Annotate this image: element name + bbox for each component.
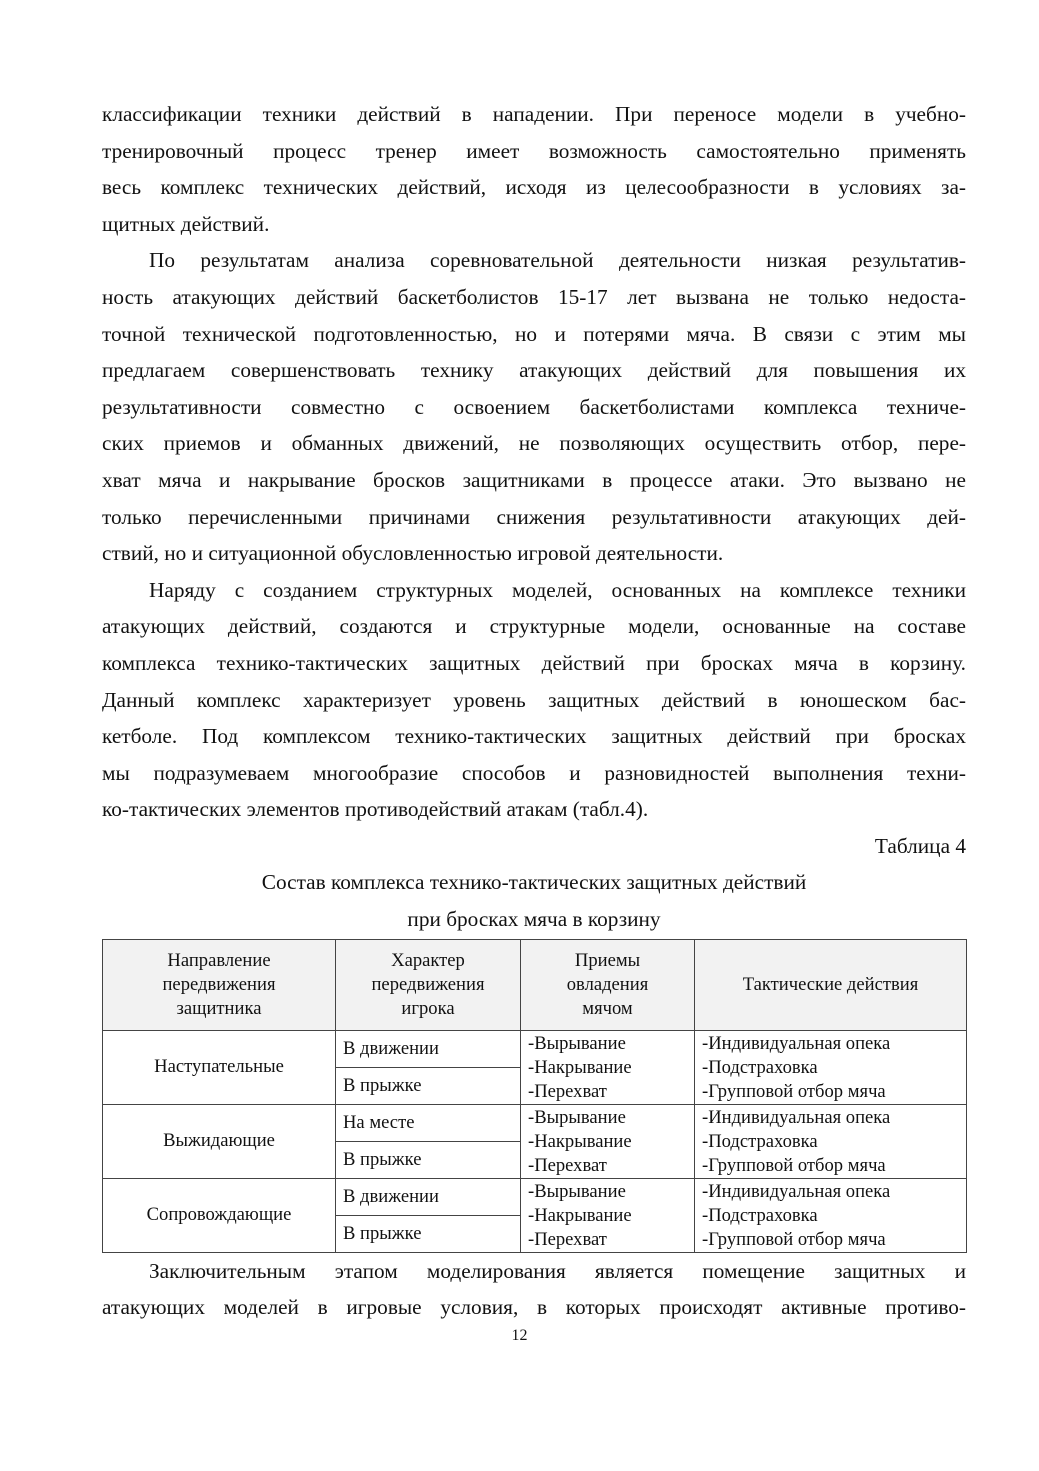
text-line: тренировочный процесс тренер имеет возможность самостоятельно применять [102, 138, 966, 163]
page-content [102, 96, 966, 1326]
movement-cell: В движении [336, 1030, 521, 1067]
paragraph [102, 96, 966, 242]
movement-cell: На месте [336, 1104, 521, 1141]
text-line: Заключительным этапом моделирования является помещение защитных и [149, 1258, 966, 1283]
techniques-cell: -Вырывание -Накрывание -Перехват [521, 1030, 695, 1104]
table-label: Таблица 4 [874, 833, 966, 858]
movement-cell: В прыжке [336, 1067, 521, 1104]
text-line: мы подразумеваем многообразие способов и разновидностей выполнения техни- [102, 760, 966, 785]
table-caption-line: Состав комплекса технико-тактических защитных действий [261, 870, 807, 895]
header-direction: Направление передвижения защитника [103, 939, 336, 1030]
table-header-row [103, 939, 967, 1030]
tactics-cell: -Индивидуальная опека -Подстраховка -Групповой отбор мяча [695, 1104, 967, 1178]
text-line: классификации техники действий в нападении. При переносе модели в учебно- [102, 102, 966, 126]
table-row [103, 1030, 967, 1067]
paragraph [102, 242, 966, 571]
paragraph [102, 572, 966, 828]
text-line: точной технической подготовленностью, но и потерями мяча. В связи с этим мы [102, 321, 966, 346]
paragraph [102, 1253, 966, 1326]
direction-cell: Сопровождающие [103, 1178, 336, 1252]
header-movement: Характер передвижения игрока [336, 939, 521, 1030]
text-line: По результатам анализа соревновательной деятельности низкая результатив- [149, 248, 966, 273]
header-tactics: Тактические действия [695, 939, 967, 1030]
defense-actions-table [102, 939, 967, 1253]
text-line: ских приемов и обманных движений, не позволяющих осуществить отбор, пере- [102, 431, 966, 456]
tactics-cell: -Индивидуальная опека -Подстраховка -Групповой отбор мяча [695, 1178, 967, 1252]
text-line: только перечисленными причинами снижения результативности атакующих дей- [102, 504, 966, 529]
text-line: кетболе. Под комплексом технико-тактических защитных действий при бросках [102, 724, 966, 749]
text-line: Данный комплекс характеризует уровень защитных действий в юношеском бас- [102, 687, 966, 712]
table-row [103, 1104, 967, 1141]
text-line: щитных действий. [102, 211, 270, 236]
techniques-cell: -Вырывание -Накрывание -Перехват [521, 1178, 695, 1252]
text-line: комплекса технико-тактических защитных действий при бросках мяча в корзину. [102, 650, 966, 675]
text-line: результативности совместно с освоением баскетболистами комплекса техниче- [102, 394, 966, 419]
page-number: 12 [511, 1327, 528, 1344]
movement-cell: В прыжке [336, 1141, 521, 1178]
text-line: Наряду с созданием структурных моделей, основанных на комплексе техники [149, 577, 966, 602]
table-row [103, 1178, 967, 1215]
tactics-cell: -Индивидуальная опека -Подстраховка -Групповой отбор мяча [695, 1030, 967, 1104]
techniques-cell: -Вырывание -Накрывание -Перехват [521, 1104, 695, 1178]
direction-cell: Наступательные [103, 1030, 336, 1104]
text-line: хват мяча и накрывание бросков защитниками в процессе атаки. Это вызвано не [102, 467, 966, 492]
text-line: весь комплекс технических действий, исходя из целесообразности в условиях за- [102, 175, 966, 200]
table-caption-line: при бросках мяча в корзину [407, 907, 661, 932]
text-line: ность атакующих действий баскетболистов 15-17 лет вызвана не только недоста- [102, 284, 966, 309]
header-techniques: Приемы овладения мячом [521, 939, 695, 1030]
direction-cell: Выжидающие [103, 1104, 336, 1178]
text-line: ко-тактических элементов противодействий атакам (табл.4). [102, 797, 649, 822]
text-line: атакующих действий, создаются и структурные модели, основанные на составе [102, 614, 966, 639]
text-line: ствий, но и ситуационной обусловленностью игровой деятельности. [102, 541, 724, 566]
text-line: предлагаем совершенствовать технику атакующих действий для повышения их [102, 358, 966, 383]
movement-cell: В движении [336, 1178, 521, 1215]
text-line: атакующих моделей в игровые условия, в которых происходят активные противо- [102, 1295, 966, 1320]
movement-cell: В прыжке [336, 1215, 521, 1252]
